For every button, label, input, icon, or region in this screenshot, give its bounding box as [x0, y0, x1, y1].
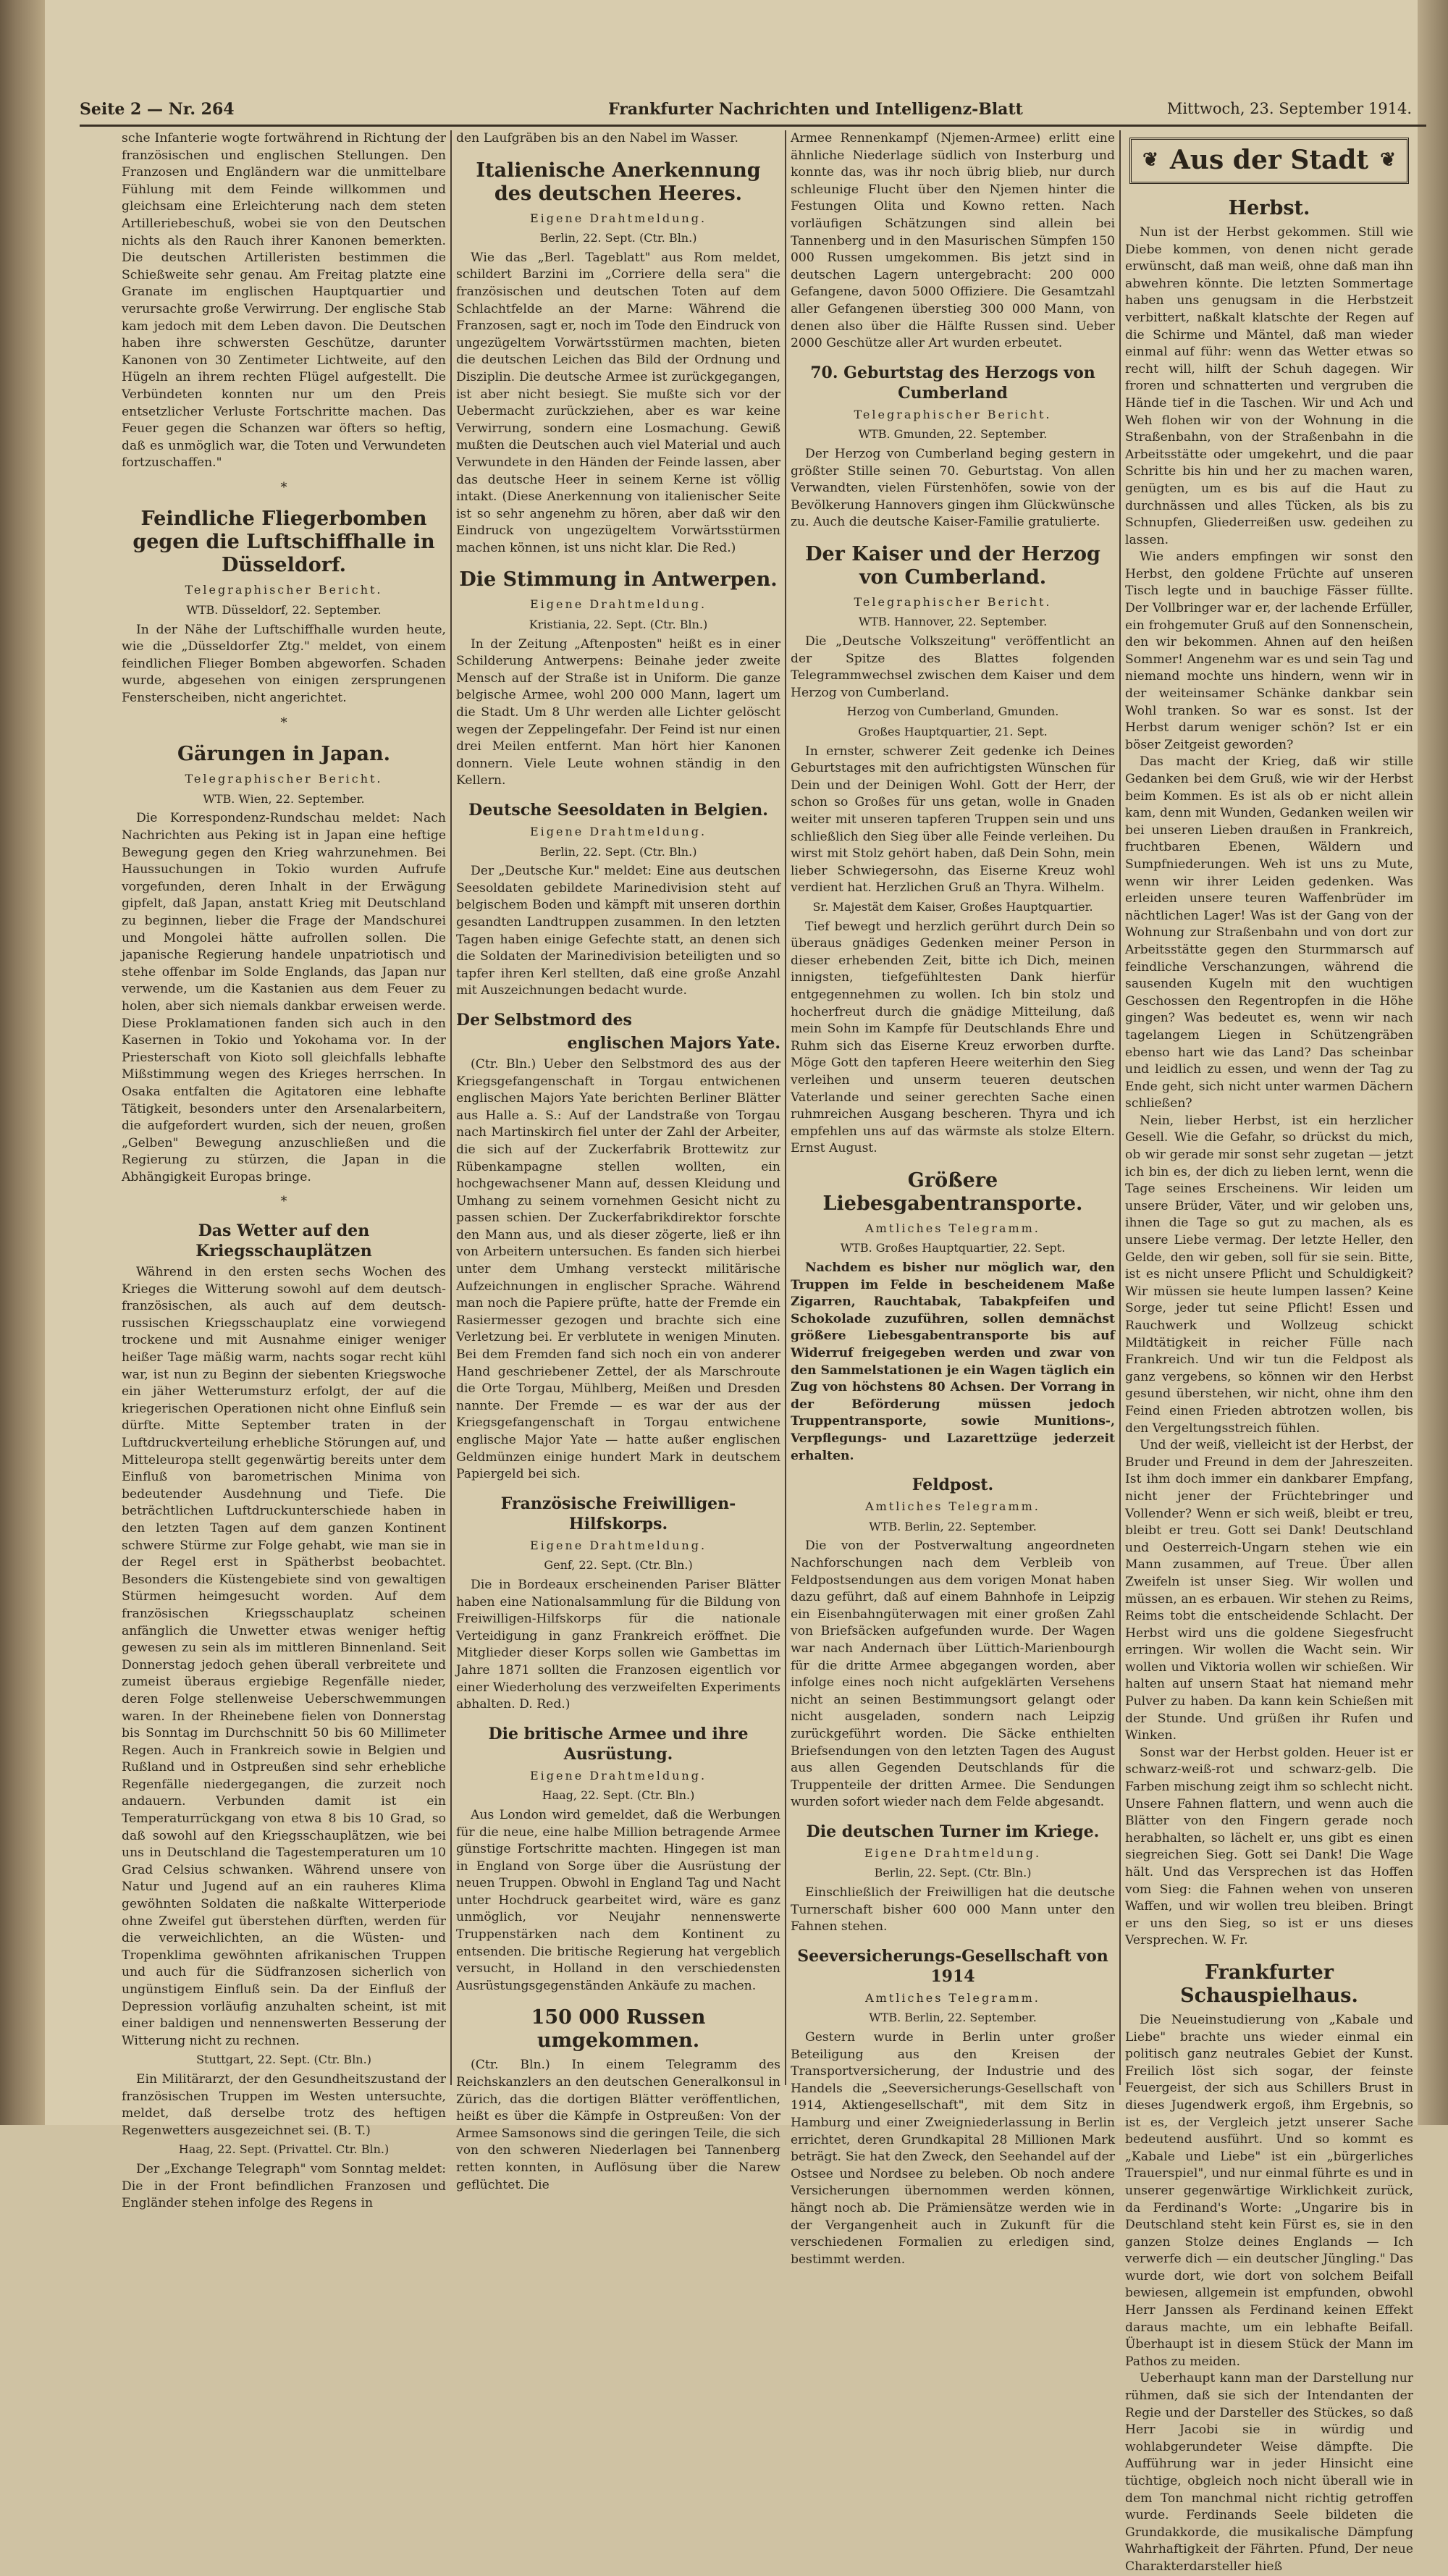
dateline: WTB. Großes Hauptquartier, 22. Sept. [840, 1241, 1066, 1255]
article-text: Ueberhaupt kann man der Darstellung nur rühmen, daß sie sich der Intendanten der Regie und der Darsteller des Stückes, so daß Herr Jacobi sie in würdig und wohlabgerundeter Weise dämpfte. Die Aufführung war in jeder Hinsicht eine tüchtige, obgleich noch nicht überall wie in dem Ton manchmal nicht richtig getroffen wurde. Ferdinands Seele bildeten die Grundakkorde, die musikalische Dämpfung Wahrhaftigkeit der Fährten. Pfund, Der neue Charakterdarsteller hieß [1125, 2371, 1413, 2574]
article-text: (Ctr. Bln.) In einem Telegramm des Reichskanzlers an den deutschen Generalkonsul in Zürich, das die dortigen Blätter veröffentlichen, heißt es über die Kämpfe in Ostpreußen: Von der Armee Samsonows sind die geringen Teile, die sich von den schweren Niederlagen bei Tannenberg retten konnten, in Auflösung über die Narew geflüchtet. Die [456, 2058, 780, 2192]
article-text: In der Zeitung „Aftenposten" heißt es in einer Schilderung Antwerpens: Beinahe jeder zweite Mensch auf der Straße ist in Uniform. Die ganze belgische Armee, wohl 200 000 Mann, lagert um die Stadt. Um 8 Uhr werden alle Lichter gelöscht wegen der Zeppelingefahr. Der Feind ist nur einen drei Meilen entfernt. Man hört hier Kanonen donnern. Viele Leute wohnen ständig in den Kellern. [456, 636, 780, 788]
masthead [80, 94, 1426, 123]
article-text: Die „Deutsche Volkszeitung" veröffentlicht an der Spitze des Blattes folgenden Telegrammwechsel zwischen dem Kaiser und dem Herzog von Cumberland. [791, 634, 1115, 700]
subheadline: Telegraphischer Bericht. [854, 407, 1052, 421]
headline: Seeversicherungs-Gesellschaft von 1914 [797, 1946, 1108, 1986]
article-text: Der „Deutsche Kur." meldet: Eine aus deutschen Seesoldaten gebildete Marinedivision steht auf belgischem Boden und kämpft mit unseren dorthin gesandten Landtruppen zusammen. In den letzten Tagen haben einige Gefechte statt, an denen sich die Soldaten der Marinedivision beteiligten und so tapfer ihren Kerl stellten, daß eine große Anzahl mit Auszeichnungen bedacht wurde. [456, 864, 780, 998]
book-binding [0, 0, 45, 2125]
subheadline: Eigene Drahtmeldung. [529, 1768, 707, 1782]
dateline: Stuttgart, 22. Sept. (Ctr. Bln.) [196, 2053, 371, 2067]
dateline: WTB. Düsseldorf, 22. September. [186, 603, 382, 618]
article-text: den Laufgräben bis an den Nabel im Wasser. [456, 131, 738, 146]
headline: Frankfurter Schauspielhaus. [1180, 1961, 1358, 2007]
article-text: Wie das „Berl. Tageblatt" aus Rom meldet, schildert Barzini im „Corriere della sera" die französischen und deutschen Toten auf dem Schlachtfelde an der Marne: Während die Franzosen, sagt er, noch im Tode den Eindruck von ungezügeltem Vorwärtsstürmen machten, bieten die deutschen Leichen das Bild der Ordnung und Disziplin. Die deutsche Armee ist zurückgegangen, ist aber nicht besiegt. Sie mußte sich vor der Uebermacht zurückziehen, aber es war keine Verwirrung, sondern eine Losmachung. Gewiß mußten die Deutschen auch viel Material und auch Verwundete in den Händen der Feinde lassen, aber das deutsche Heer in seinem Kerne ist völlig intakt. (Diese Anerkennung von italienischer Seite ist so sehr angenehm zu hören, aber daß wir den Eindruck von ungezügeltem Vorwärtsstürmen machen können, ist uns nicht klar. Die Red.) [456, 250, 780, 555]
article-text: Wie anders empfingen wir sonst den Herbst, den goldene Früchte auf unseren Tisch legte und in bauchige Fässer füllte. Der Vollbringer war er, der lachende Erfüller, ein frohgemuter Gruß auf den Sonnenschein, den wir bekommen. Ahnen auf den heißen Sommer! Angenehm war es und sein Tag und niemand mochte uns hindern, wenn wir in der weiteinsamer Schänke dankbar sein Wohl tranken. So war es sonst. Ist der Herbst darum weniger schön? Ist er ein böser Zeitgeist geworden? [1125, 550, 1413, 752]
article-text: Nun ist der Herbst gekommen. Still wie Diebe kommen, von denen nicht gerade erwünscht, daß man weiß, ohne daß man ihn abwehren könnte. Die letzten Sommertage haben uns genugsam in die Herbstzeit verbittert, naßkalt klatschte der Regen auf die Schirme und Mäntel, daß man wieder einmal auf führ: wenn das Wetter etwas so recht will, hilft der Schuh dagegen. Wir froren und schnatterten und vergruben die Hände tief in die Taschen. Wir und Ach und Weh flohen wir von der Wohnung in die Straßenbahn, von der Straßenbahn in die Arbeitsstätte oder umgekehrt, und die paar Schritte bis hin und her zu machen waren, genügten, um es bis auf die Haut zu durchnässen und alles Tücken, als bis zu Schnupfen, Gliederreißen usw. gedeihen zu lassen. [1125, 225, 1413, 547]
article-text: Das macht der Krieg, daß wir stille Gedanken bei dem Gruß, wie wir der Herbst beim Kommen. Es ist als ob er nicht allein kam, denn mit Wunden, Gedanken weilen wir bei unseren Lieben draußen in Frankreich, fruchtbaren Ebenen, Wäldern und Sumpfniederungen. Weh ist uns zu Mute, wenn wir ihrer Leiden gedenken. Was erleiden unsere teuren Waffenbrüder im nächtlichen Lager! Was ist der Gang von der Wohnung zur Straßenbahn und von dort zur Arbeitsstätte gegen den Sturmmarsch auf feindliche Verschanzungen, während die sausenden Kugeln mit den wuchtigen Geschossen den Regentropfen in die Höhe gingen? Was bedeutet es, wenn wir nach tagelangem Liegen in Schützengräben ebenso hart wie das Land? Das scheinbar und leidlich zu essen, und wenn der Tag zu Ende geht, sich nicht unter warmen Dächern schließen? [1125, 754, 1413, 1111]
article-text: Aus London wird gemeldet, daß die Werbungen für die neue, eine halbe Million betragende Armee günstige Fortschritte machten. Hingegen ist man in England von Sorge über die Ausrüstung der neuen Truppen. Obwohl in England Tag und Nacht unter Hochdruck gearbeitet wird, wäre es ganz unmöglich, vor Neujahr nennenswerte Truppenstärken nach dem Kontinent zu entsenden. Die britische Regierung hat vergeblich versucht, in Holland in den verschiedensten Ausrüstungsgegenständen Ankäufe zu machen. [456, 1807, 780, 1993]
column-rule [1119, 130, 1121, 2085]
article-text: Die Neueinstudierung von „Kabale und Liebe" brachte uns wieder einmal ein politisch ganz neutrales Gebiet der Kunst. Freilich löst sich sogar, der feinste Feuergeist, der sich aus Schillers Brust in dieses Jugendwerk ergoß, ihm Ergebnis, so ist es, der Vergleich jetzt unserer Sache bedeutend ausführt. Und so kommt es „Kabale und Liebe" ist ein „bürgerliches Trauerspiel", und nur einmal führte es und in unserer gegenwärtige Wirklichkeit zurück, da Ferdinand's Worte: „Ungarire bis in Deutschland steht kein Fürst es, sie in den ganzen Stolze deines Englands — Ich verwerfe dich — ein deutscher Jüngling." Das wurde dort, wie dort von solchem Beifall bewiesen, allgemein ist empfunden, obwohl Herr Janssen als Ferdinand keinen Effekt daraus machte, um ein lebhafte Beifall. Überhaupt ist in diesem Stück der Mann im Pathos zu meiden. [1125, 2012, 1413, 2369]
telegram-origin: Großes Hauptquartier, 21. Sept. [858, 725, 1048, 739]
headline: Das Wetter auf den Kriegsschauplätzen [195, 1221, 372, 1261]
subheadline: Eigene Drahtmeldung. [529, 1538, 707, 1552]
separator-star: * [280, 715, 287, 731]
dateline: Berlin, 22. Sept. (Ctr. Bln.) [874, 1866, 1032, 1880]
subheadline: Eigene Drahtmeldung. [529, 597, 707, 612]
subheadline: Amtliches Telegramm. [865, 1221, 1040, 1235]
article-text: Nein, lieber Herbst, ist ein herzlicher Gesell. Wie die Gefahr, so drückst du mich, ob wir gerade mir sonst sehr zugetan — jetzt ich bin es, der dich zu lieben lernt, wenn die Tage seines Erscheinens. Wir leiden um unsere Brüder, Väter, und wir geloben uns, ihnen die Tage so gut zu machen, als es unsere Liebe vermag. Der letzte Heller, den Gelde, den wir geben, soll für sie sein. Bitte, ist es nicht unsere Pflicht und Schuldigkeit? Wir müssen sie heute lumpen lassen? Keine Sorge, jeder tut seine Pflicht! Essen und Rauchwerk und Wollzeug schickt Mildtätigkeit in reicher Fülle nach Frankreich. Und wir tun die Feldpost als ganz vergebens, so können wir den Herbst gesund überstehen, wir nicht, ohne ihm den Feind einen Frieden abtrotzen wollen, bis den Vergeltungsstreich fühlen. [1125, 1113, 1413, 1436]
headline: Feindliche Fliegerbomben gegen die Luftschiffhalle in Düsseldorf. [132, 508, 435, 577]
headline: Gärungen in Japan. [177, 743, 391, 766]
headline: Der Selbstmord des [456, 1010, 632, 1030]
subheadline: Amtliches Telegramm. [865, 1499, 1040, 1514]
dateline: WTB. Berlin, 22. September. [869, 1519, 1037, 1533]
dateline: WTB. Wien, 22. September. [203, 791, 365, 806]
article-text: Sonst war der Herbst golden. Heuer ist er schwarz-weiß-rot und schwarz-gelb. Die Farben mischung zeigt ihm so schlecht nicht. Unsere Fahnen flattern, und wenn auch die Blätter von den Fingern gerade noch herabhalten, so lächelt er, uns gibt es einen siegreichen Sieg. Gott sei Dank! Die Wage hält. Und das Versprechen ist das Hoffen vom Sieg: die Fahnen wehen von unseren Waffen, und wir wollen treu bleiben. Bringt er uns den Sieg, so ist er uns dieses Versprechen. W. Fr. [1125, 1745, 1413, 1948]
article-text: Und der weiß, vielleicht ist der Herbst, der Bruder und Freund in dem der Jahreszeiten. Ist ihm doch immer ein dankbarer Empfang, nicht jener der Früchtebringer und Vollender? Wenn er sich weiß, bleibt er treu, bleibt er treu. Gott sei Dank! Deutschland und Oesterreich-Ungarn stehen wie ein Mann zusammen, auf Treue. Über allen Zweifeln ist unser Sieg. Wir wollen und müssen, an es erbauen. Wir stehen zu Reims, Reims tobt die entscheidende Schlacht. Der Herbst wird uns die goldene Siegesfrucht erringen. Wir wollen die Wacht sein. Wir wollen und Viktoria wollen wir schießen. Wir halten auf unsern Staat hat niemand mehr Pulver zu haben. Da kann kein Schießen mit der Stunde. Und grüßen ihr Rufen und Winken. [1125, 1438, 1413, 1743]
telegram-address: Herzog von Cumberland, Gmunden. [846, 704, 1059, 719]
ornament-icon: ❦ [1142, 149, 1158, 172]
article-text: Der „Exchange Telegraph" vom Sonntag meldet: Die in der Front befindlichen Franzosen und Engländer stehen infolge des Regens in [122, 2161, 446, 2211]
dateline: WTB. Gmunden, 22. September. [858, 427, 1048, 442]
dateline: WTB. Hannover, 22. September. [858, 615, 1048, 629]
subheadline: Telegraphischer Bericht. [185, 772, 383, 786]
article-text: (Ctr. Bln.) Ueber den Selbstmord des aus der Kriegsgefangenschaft in Torgau entwichenen englischen Majors Yate berichten Berliner Blätter aus Halle a. S.: Auf der Landstraße von Torgau nach Martinskirch fiel unter der Zahl der Arbeiter, die sich auf der Zuckerfabrik Brottewitz zur Rübenkampagne stellen wollten, ein hochgewachsener Mann auf, dessen Kleidung und Umhang zu seinem vornehmen Gesicht nicht zu passen schien. Der Zuckerfabrikdirektor forschte den Mann aus, und als dieser zögerte, ließ er ihn von Arbeitern untersuchen. Es fanden sich hierbei unter dem Umhang versteckt militärische Aufzeichnungen in englischer Sprache. Während man noch die Papiere prüfte, hatte der Fremde ein Rasiermesser gezogen und brachte sich eine Verletzung bei. Er verblutete in wenigen Minuten. Bei dem Fremden fand sich noch ein von anderer Hand geschriebener Zettel, der als Marschroute die Orte Torgau, Mühlberg, Meißen und Dresden nannte. Der Fremde — es war der aus der Kriegsgefangenschaft in Torgau entwichene englische Major Yate — hatte außer englischen Geldmünzen einige hundert Mark in deutschem Papiergeld bei sich. [456, 1056, 780, 1482]
article-text: Während in den ersten sechs Wochen des Krieges die Witterung sowohl auf dem deutsch-französischen, als auch auf dem deutsch-russischen Kriegsschauplatz eine vorwiegend trockene und mit Ausnahme einiger weniger heißer Tage mäßig warm, nachts sogar recht kühl war, ist nun zu Beginn der siebenten Kriegswoche ein jäher Wetterumsturz erfolgt, der auf die kriegerischen Operationen nicht ohne Einfluß sein dürfte. Mitte September traten in der Luftdruckverteilung erhebliche Störungen auf, und Mitteleuropa stellt gegenwärtig bereits unter dem Einfluß von barometrischen Minima von bedeutender Ausdehnung und Tiefe. Die beträchtlichen Luftdruckunterschiede haben in den letzten Tagen auf dem ganzen Kontinent schwere Stürme zur Folge gehabt, wie man sie in der Regel erst in Spätherbst beobachtet. Besonders die Küstengebiete sind von gewaltigen Stürmen heimgesucht worden. Auf dem französischen Kriegsschauplatz scheinen anfänglich die Unwetter etwas weniger heftig gewesen zu sein als im mittleren Binnenland. Seit Donnerstag jedoch gehen überall verbreitete und zumeist überaus ergiebige Regenfälle nieder, deren Folge stellenweise Ueberschwemmungen waren. In der Rheinebene fielen von Donnerstag bis Sonntag im Durchschnitt 50 bis 60 Millimeter Regen. Auch in Frankreich sowie in Belgien und Rußland und in Ostpreußen sind sehr erhebliche Regenfälle niedergegangen, die zurzeit noch andauern. Verbunden damit ist ein Temperaturrückgang von etwa 8 bis 10 Grad, so daß sowohl auf den Kriegsschauplätzen, wie bei uns in Deutschland die Tagestemperaturen um 10 Grad Celsius schwanken. Während unsere von Natur und Jugend auf an ein rauheres Klima gewöhnten Soldaten die naßkalte Witterperiode ohne Zweifel gut überstehen dürften, werden für die verweichlichten, an die Wüsten- und Tropenklima gewöhnten afrikanischen Truppen und auch für die Südfranzosen sicherlich von ungünstigem Einfluß sein. Da der Einfluß der Depression vorläufig anzuhalten scheint, ist mit einer baldigen und nennenswerten Besserung der Witterung nicht zu rechnen. [122, 1265, 446, 2048]
dateline: Haag, 22. Sept. (Ctr. Bln.) [542, 1788, 695, 1803]
headline: Französische Freiwilligen-Hilfskorps. [500, 1494, 736, 1533]
column-2 [456, 130, 780, 2192]
dateline: Haag, 22. Sept. (Privattel. Ctr. Bln.) [178, 2142, 390, 2157]
section-title-box [1129, 138, 1409, 184]
page-edge [1418, 0, 1448, 2125]
article-text: Einschließlich der Freiwilligen hat die deutsche Turnerschaft bisher 600 000 Mann unter den Fahnen stehen. [791, 1885, 1115, 1935]
telegram-address: Sr. Majestät dem Kaiser, Großes Hauptquartier. [812, 899, 1093, 914]
article-text: Nachdem es bisher nur möglich war, den Truppen im Felde in bescheidenem Maße Zigarren, Rauchtabak, Tabakpfeifen und Schokolade zuzuführen, sollen demnächst größere Liebesgabentransporte bis auf Widerruf freigegeben werden und zwar von den Sammelstationen je ein Wagen täglich ein Zug von höchstens 80 Achsen. Der Vorrang in der Beförderung müssen jedoch Truppentransporte, sowie Munitions-, Verpflegungs- und Lazarettzüge jederzeit erhalten. [791, 1260, 1115, 1463]
separator-star: * [280, 479, 287, 495]
column-rule [785, 130, 786, 2085]
subheadline: Eigene Drahtmeldung. [529, 211, 707, 225]
dateline: Kristiania, 22. Sept. (Ctr. Bln.) [529, 618, 708, 632]
article-text: In ernster, schwerer Zeit gedenke ich Deines Geburtstages mit den aufrichtigsten Wünschen für Dein und der Deinigen Wohl. Gott der Herr, der schon so Großes für uns getan, wolle in Gnaden weiter mit unseren tapferen Truppen sein und uns schließlich den Sieg über alle Feinde verleihen. Du wirst mit Stolz gehört haben, daß Dein Sohn, mein lieber Schwiegersohn, das Eiserne Kreuz wohl verdient hat. Herzlichen Gruß an Thyra. Wilhelm. [791, 744, 1115, 896]
article-text: In der Nähe der Luftschiffhalle wurden heute, wie die „Düsseldorfer Ztg." meldet, von einem feindlichen Flieger Bomben abgeworfen. Schaden wurde, abgesehen von einigen zersprungenen Fensterscheiben, nicht angerichtet. [122, 622, 446, 706]
headline: englischen Majors Yate. [567, 1033, 780, 1053]
headline: 70. Geburtstag des Herzogs von Cumberland [810, 363, 1095, 403]
subheadline: Telegraphischer Bericht. [854, 594, 1052, 609]
page-number: Seite 2 — Nr. 264 [80, 100, 235, 119]
ornament-icon: ❦ [1380, 149, 1396, 172]
subheadline: Amtliches Telegramm. [865, 1990, 1040, 2005]
column-rule [450, 130, 452, 2085]
section-title: Aus der Stadt [1169, 145, 1369, 176]
article-text: Die Korrespondenz-Rundschau meldet: Nach Nachrichten aus Peking ist in Japan eine heftige Bewegung gegen den Krieg wahrzunehmen. Bei Haussuchungen in Tokio wurden Aufrufe vorgefunden, deren Inhalt in der Erwägung gipfelt, daß Japan, anstatt Krieg mit Deutschland zu beginnen, lieber die Frage der Mandschurei und Mongolei hätte aufrollen sollen. Die japanische Regierung handele unpatriotisch und stehe offenbar im Solde Englands, das Japan nur verwende, um die Kastanien aus dem Feuer zu holen, aber sich niemals dankbar erweisen werde. Diese Proklamationen fanden sich auch in den Kasernen in Tokio und Yokohama vor. In der Priesterschaft von Kioto soll gleichfalls lebhafte Mißstimmung wegen des Krieges herrschen. In Osaka entfalten die Agitatoren eine lebhafte Tätigkeit, besonders unter den Arsenalarbeitern, die aufgefordert wurden, sich der neuen, großen „Gelben" Bewegung anzuschließen und die Regierung zu stürzen, die Japan in die Abhängigkeit Europas bringe. [122, 811, 446, 1184]
headline: Die Stimmung in Antwerpen. [459, 568, 778, 592]
header-rule [80, 125, 1426, 127]
column-4 [1125, 130, 1413, 2574]
headline: Deutsche Seesoldaten in Belgien. [468, 801, 768, 820]
article-text: Die von der Postverwaltung angeordneten Nachforschungen nach dem Verbleib von Feldpostsendungen aus dem vorigen Monat haben dazu geführt, daß auf einem Bahnhofe in Leipzig ein Eisenbahngüterwagen mit einer großen Zahl von Briefsäcken aufgefunden wurde. Der Wagen war nach Andernach über Lüttich-Marienbourgh für die dritte Armee abgegangen worden, aber infolge eines noch nicht aufgeklärten Versehens nicht an seinen Bestimmungsort gelangt oder nicht ausgeladen, sondern nach Leipzig zurückgeführt worden. Die Säcke enthielten Briefsendungen von den letzten Tagen des August aus allen Gegenden Deutschlands für die Truppenteile der dritten Armee. Die Sendungen wurden sofort wieder nach dem Felde abgesandt. [791, 1539, 1115, 1810]
issue-date: Mittwoch, 23. September 1914. [1166, 100, 1412, 117]
article-text: sche Infanterie wogte fortwährend in Richtung der französischen und englischen Stellungen. Den Franzosen und Engländern war die unmittelbare Fühlung mit dem Feinde willkommen und gleichsam eine Erleichterung nach dem steten Artilleriebeschuß, wobei sie von den Deutschen nichts als den Rauch ihrer Kanonen bemerkten. Die deutschen Artilleristen bestimmen die Schießweite sehr genau. Am Freitag platzte eine Granate im englischen Hauptquartier und verursachte große Verwirrung. Der englische Stab kam jedoch mit dem Leben davon. Die Deutschen haben ihre schwersten Geschütze, darunter Kanonen von 30 Zentimeter Lichtweite, auf den Hügeln an ihrem rechten Flügel aufgestellt. Die Verbündeten konnten nur um den Preis entsetzlicher Verluste Fortschritte machen. Das Feuer gegen die Schanzen war öfters so heftig, daß es unmöglich war, die Toten und Verwundeten fortzuschaffen." [122, 131, 446, 471]
article-text: Gestern wurde in Berlin unter großer Beteiligung aus den Kreisen der Transportversicherung, der Industrie und des Handels die „Seeversicherungs-Gesellschaft von 1914, Aktiengesellschaft", mit dem Sitz in Hamburg und einer Zweigniederlassung in Berlin errichtet, deren Grundkapital 28 Millionen Mark beträgt. Sie hat den Zweck, den Seehandel auf der Ostsee und Nordsee zu beleben. Ob noch andere Versicherungen übernommen werden können, hängt noch ab. Die Prämiensätze werden wie in der Vergangenheit auch in Zukunft für die verschiedenen Formalien zu erledigen sind, bestimmt werden. [791, 2030, 1115, 2267]
headline: Größere Liebesgabentransporte. [822, 1169, 1083, 1215]
dateline: Genf, 22. Sept. (Ctr. Bln.) [544, 1558, 693, 1573]
article-text: Der Herzog von Cumberland beging gestern in größter Stille seinen 70. Geburtstag. Von allen Verwandten, vielen Fürstenhöfen, sowie von der Bevölkerung Hannovers gingen ihm Glückwünsche zu. Auch die deutsche Kaiser-Familie gratulierte. [791, 446, 1115, 530]
headline: Die deutschen Turner im Kriege. [806, 1822, 1100, 1841]
headline: Herbst. [1228, 197, 1310, 219]
headline: Die britische Armee und ihre Ausrüstung. [488, 1724, 749, 1764]
subheadline: Telegraphischer Bericht. [185, 583, 383, 597]
headline: 150 000 Russen umgekommen. [531, 2006, 706, 2053]
subheadline: Eigene Drahtmeldung. [864, 1845, 1042, 1860]
dateline: Berlin, 22. Sept. (Ctr. Bln.) [539, 231, 697, 245]
article-text: Tief bewegt und herzlich gerührt durch Dein so überaus gnädiges Gedenken meiner Person in dieser erhebenden Zeit, bitte ich Dich, meinen innigsten, tiefgefühltesten Dank hierfür entgegennehmen zu wollen. Ich bin stolz und hocherfreut durch die gnädige Mitteilung, daß mein Sohn im Kampfe für Deutschlands Ehre und Ruhm sich das Eiserne Kreuz erworben durfte. Möge Gott den tapferen Heere weiterhin den Sieg verleihen und unserm teueren deutschen Vaterlande und seiner gerechten Sache einen ruhmreichen Ausgang bescheren. Thyra und ich empfehlen uns auf das wärmste als stolze Eltern. Ernst August. [791, 919, 1115, 1156]
headline: Feldpost. [912, 1476, 994, 1495]
dateline: Berlin, 22. Sept. (Ctr. Bln.) [539, 844, 697, 859]
newspaper-title: Frankfurter Nachrichten und Intelligenz-Blatt [608, 100, 1023, 119]
subheadline: Eigene Drahtmeldung. [529, 825, 707, 838]
article-text: Die in Bordeaux erscheinenden Pariser Blätter haben eine Nationalsammlung für die Bildung von Freiwilligen-Hilfskorps für die nationale Verteidigung in ganz Frankreich eröffnet. Die Mitglieder dieser Korps sollen wie Gambettas im Jahre 1871 sollten die Franzosen eigentlich vor einer Wiederholung des verzweifelten Experiments abhalten. D. Red.) [456, 1577, 780, 1712]
article-text: Ein Militärarzt, der den Gesundheitszustand der französischen Truppen im Westen untersuchte, meldet, daß derselbe trotz des heftigen Regenwetters ausgezeichnet sei. (B. T.) [122, 2071, 446, 2138]
headline: Italienische Anerkennung des deutschen Heeres. [476, 159, 761, 205]
headline: Der Kaiser und der Herzog von Cumberland. [805, 542, 1100, 589]
article-text: Armee Rennenkampf (Njemen-Armee) erlitt eine ähnliche Niederlage südlich von Insterburg und konnte das, was ihr noch übrig blieb, nur durch schleunige Flucht über den Njemen hinter die Festungen Olita und Kowno retten. Nach vorläufigen Schätzungen sind allein bei Tannenberg und in den Masurischen Sümpfen 150 000 Russen umgekommen. Bis jetzt sind in deutschen Lagern untergebracht: 200 000 Gefangene, davon 5000 Offiziere. Die Gesamtzahl aller Gefangenen überstieg 300 000 Mann, von denen also über die Hälfte Russen sind. Ueber 2000 Geschütze aller Art wurden erbeutet. [791, 131, 1115, 351]
column-3 [791, 130, 1115, 2267]
column-1 [122, 130, 446, 2211]
dateline: WTB. Berlin, 22. September. [869, 2011, 1037, 2025]
separator-star: * [280, 1194, 287, 1210]
